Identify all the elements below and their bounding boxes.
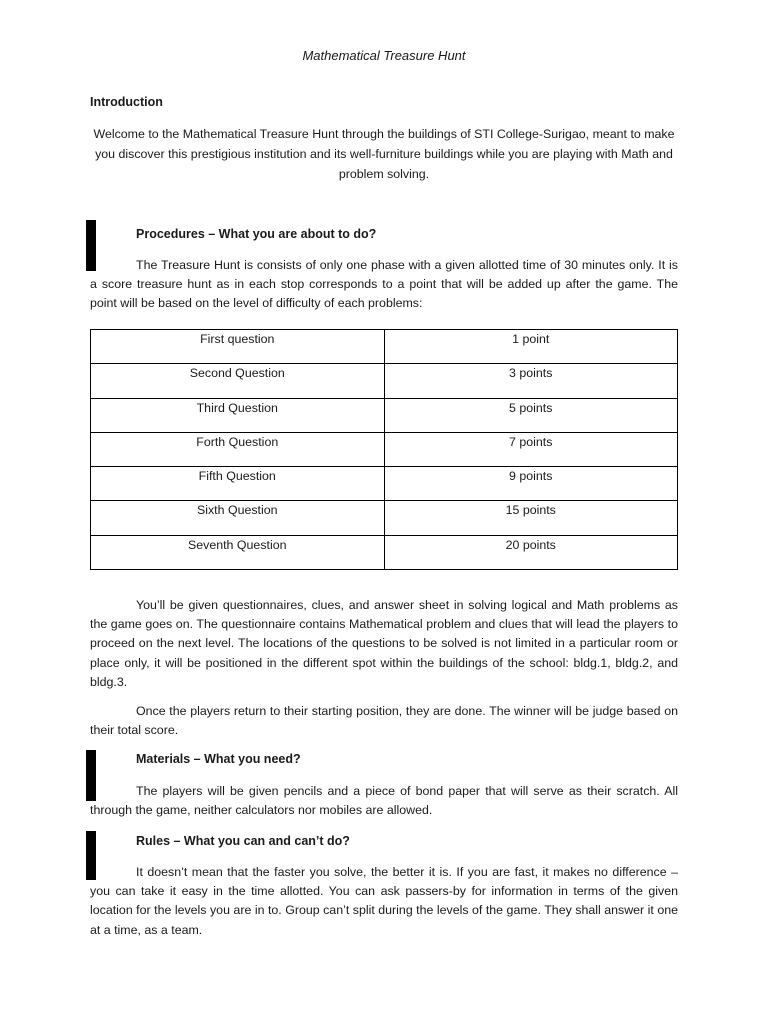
points-cell: 20 points: [384, 535, 678, 569]
question-cell: First question: [91, 330, 385, 364]
question-cell: Seventh Question: [91, 535, 385, 569]
procedures-paragraph-2: You’ll be given questionnaires, clues, and answer sheet in solving logical and Math problems as the game goes on. The questionnaire contains Mathematical problem and clues that will lead the players to proceed on the next level. The locations of the questions to be solved is not limited in a particular room or place only, it will be positioned in the different spot within the buildings of the school: bldg.1, bldg.2, and bldg.3.: [90, 598, 678, 689]
points-table: [90, 329, 678, 570]
question-cell: Second Question: [91, 364, 385, 398]
table-row: [91, 330, 678, 364]
table-row: [91, 501, 678, 535]
introduction-text: Welcome to the Mathematical Treasure Hunt through the buildings of STI College-Surigao, meant to make you discover this prestigious institution and its well-furniture buildings while you are playing with Math and problem solving.: [93, 127, 675, 181]
points-cell: 1 point: [384, 330, 678, 364]
introduction-heading: Introduction: [90, 95, 163, 109]
procedures-paragraph-1: The Treasure Hunt is consists of only one phase with a given allotted time of 30 minutes only. It is a score treasure hunt as in each stop corresponds to a point that will be added up after the game. The point will be based on the level of difficulty of each problems:: [90, 258, 678, 311]
document-title: Mathematical Treasure Hunt: [302, 48, 466, 63]
table-row: [91, 432, 678, 466]
procedures-paragraph-3: Once the players return to their starting position, they are done. The winner will be judge based on their total score.: [90, 704, 678, 738]
points-cell: 5 points: [384, 398, 678, 432]
question-cell: Third Question: [91, 398, 385, 432]
question-cell: Fifth Question: [91, 467, 385, 501]
question-cell: Forth Question: [91, 432, 385, 466]
procedures-heading: Procedures – What you are about to do?: [136, 227, 377, 241]
table-row: [91, 398, 678, 432]
table-row: [91, 364, 678, 398]
materials-paragraph: The players will be given pencils and a piece of bond paper that will serve as their scratch. All through the game, neither calculators nor mobiles are allowed.: [90, 784, 678, 818]
points-cell: 15 points: [384, 501, 678, 535]
table-row: [91, 535, 678, 569]
question-cell: Sixth Question: [91, 501, 385, 535]
points-cell: 3 points: [384, 364, 678, 398]
rules-paragraph: It doesn’t mean that the faster you solve, the better it is. If you are fast, it makes no difference – you can take it easy in the time allotted. You can ask passers-by for information in terms of the given location for the levels you are in to. Group can’t split during the levels of the game. They shall answer it one at a time, as a team.: [90, 865, 678, 937]
rules-heading: Rules – What you can and can’t do?: [136, 834, 350, 848]
materials-heading: Materials – What you need?: [136, 752, 301, 766]
table-row: [91, 467, 678, 501]
points-cell: 9 points: [384, 467, 678, 501]
points-cell: 7 points: [384, 432, 678, 466]
